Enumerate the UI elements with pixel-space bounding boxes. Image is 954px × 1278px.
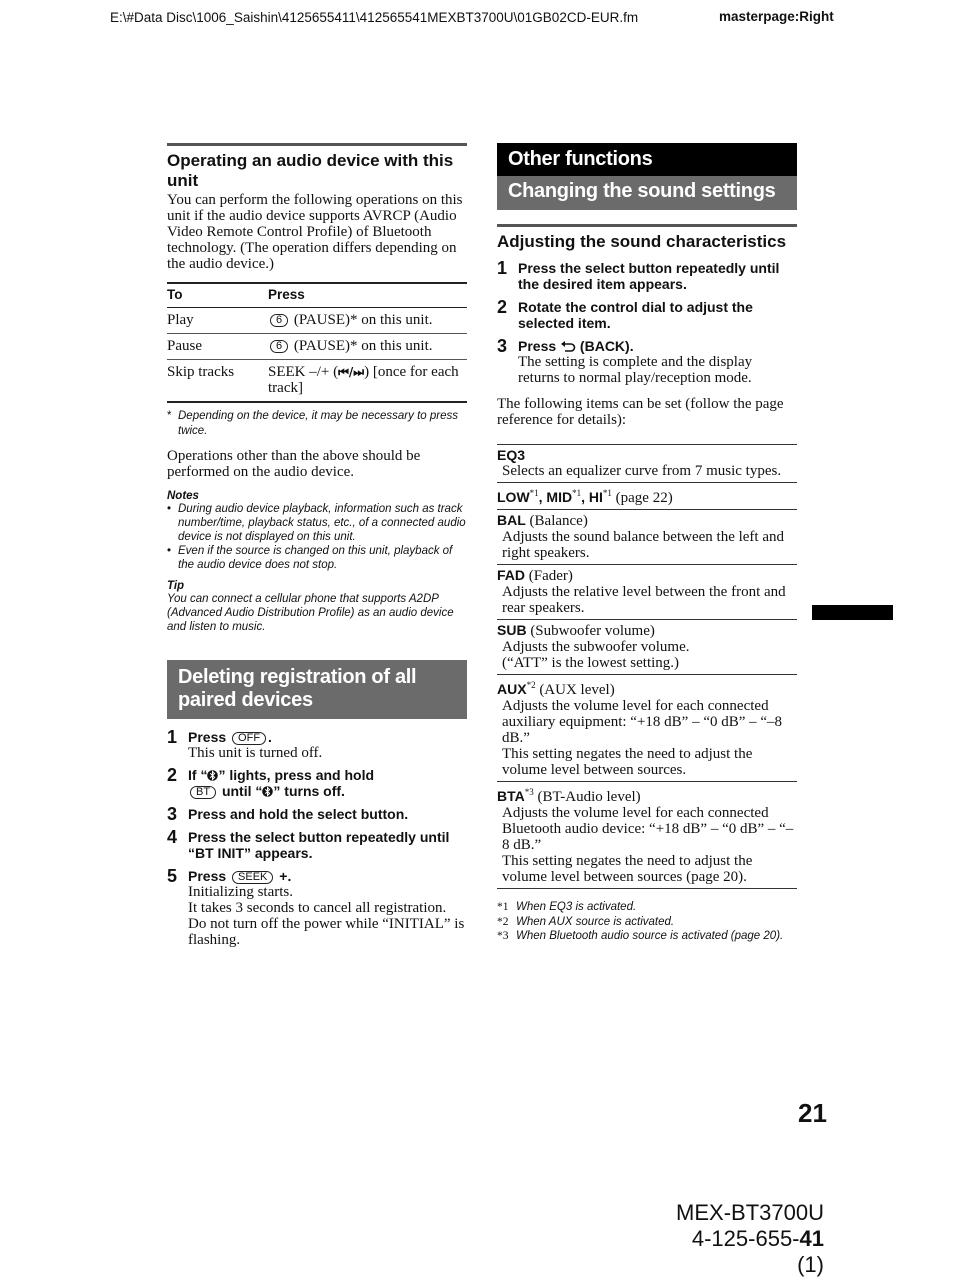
setting-name: AUX bbox=[497, 681, 527, 697]
footnote-mark: * bbox=[167, 410, 172, 422]
column-header-to: To bbox=[167, 283, 268, 308]
table-row bbox=[167, 360, 467, 403]
step-title: Press the select button repeatedly until “BT INIT” appears. bbox=[188, 829, 450, 861]
row-action: Skip tracks bbox=[167, 360, 268, 403]
footnote-text: When EQ3 is activated. bbox=[516, 901, 637, 913]
step-1 bbox=[167, 729, 467, 761]
footnote bbox=[497, 915, 797, 930]
step-title: Press the select button repeatedly until the desired item appears. bbox=[518, 260, 780, 292]
step-number: 2 bbox=[497, 297, 508, 317]
code-prefix: 4-125-655- bbox=[691, 1226, 800, 1251]
step-number: 1 bbox=[497, 258, 508, 278]
setting-name: FAD bbox=[497, 567, 525, 583]
step-text: Press bbox=[518, 338, 561, 354]
step-text: (BACK). bbox=[576, 338, 634, 354]
table-header-row bbox=[167, 283, 467, 308]
page-number: 21 bbox=[798, 1098, 827, 1128]
footnote-ref: *3 bbox=[524, 787, 534, 797]
setting-bal bbox=[497, 509, 797, 564]
adjust-heading: Adjusting the sound characteristics bbox=[497, 232, 787, 251]
setting-name: , MID bbox=[538, 489, 573, 505]
step-text: Press bbox=[188, 729, 231, 745]
setting-description: Selects an equalizer curve from 7 music types. bbox=[502, 463, 782, 479]
adjust-steps bbox=[497, 260, 797, 386]
column-header-press: Press bbox=[268, 283, 467, 308]
model-code bbox=[666, 1226, 824, 1278]
setting-low-mid-hi bbox=[497, 482, 797, 509]
operation-table bbox=[167, 282, 467, 403]
step-body: The setting is complete and the display returns to normal play/reception mode. bbox=[518, 354, 753, 386]
note-item: • Even if the source is changed on this unit, playback of the audio device does not stop. bbox=[167, 544, 467, 572]
table-footnote bbox=[167, 409, 467, 439]
step-number: 3 bbox=[497, 336, 508, 356]
footnote-ref: *1 bbox=[572, 488, 582, 498]
code-bold: 41 bbox=[799, 1226, 824, 1251]
other-operations-text: Operations other than the above should be performed on the audio device. bbox=[167, 448, 421, 480]
step-text: . bbox=[268, 729, 272, 745]
setting-description: Adjusts the subwoofer volume. bbox=[502, 639, 690, 655]
footnote-text: Depending on the device, it may be necessary to press twice. bbox=[178, 410, 458, 437]
press-suffix: ) [once for each track] bbox=[268, 364, 459, 396]
key-6-icon: 6 bbox=[270, 340, 288, 353]
note-item: • During audio device playback, information such as track number/time, playback status, etc., of a connected audio device is not displayed on this unit. bbox=[167, 502, 467, 544]
row-action: Play bbox=[167, 308, 268, 334]
step-number: 1 bbox=[167, 727, 178, 747]
setting-name: BTA bbox=[497, 788, 525, 804]
model-name: MEX-BT3700U bbox=[676, 1200, 824, 1225]
footnote-mark: *2 bbox=[497, 915, 509, 928]
setting-fad bbox=[497, 564, 797, 619]
setting-name: SUB bbox=[497, 622, 527, 638]
bluetooth-icon bbox=[207, 769, 218, 782]
skip-arrows-icon: ⏮/⏭ bbox=[338, 365, 365, 379]
deleting-banner: Deleting registration of all paired devices bbox=[167, 660, 467, 719]
seek-button-icon: SEEK bbox=[232, 871, 273, 884]
right-footnotes bbox=[497, 900, 797, 944]
press-prefix: SEEK –/+ ( bbox=[268, 364, 339, 380]
section-rule bbox=[167, 143, 467, 146]
step-4 bbox=[167, 829, 467, 861]
key-6-icon: 6 bbox=[270, 314, 288, 327]
footnote bbox=[497, 929, 797, 944]
right-column bbox=[497, 143, 797, 944]
setting-label: (Subwoofer volume) bbox=[526, 623, 655, 639]
row-press bbox=[268, 360, 467, 403]
setting-label: (Fader) bbox=[525, 568, 573, 584]
left-column bbox=[167, 143, 467, 948]
setting-description: Adjusts the relative level between the front and rear speakers. bbox=[502, 584, 786, 616]
footnote-ref: *2 bbox=[526, 680, 536, 690]
setting-description: Adjusts the volume level for each connected Bluetooth audio device: “+18 dB” – “0 dB” – “–8 dB.” bbox=[502, 805, 794, 853]
step-text: ” lights, press and hold bbox=[218, 767, 375, 783]
items-intro: The following items can be set (follow the page reference for details): bbox=[497, 396, 784, 428]
setting-description: (“ATT” is the lowest setting.) bbox=[502, 655, 680, 671]
tip-text: You can connect a cellular phone that supports A2DP (Advanced Audio Distribution Profile) as an audio device and listen to music. bbox=[167, 593, 454, 633]
setting-label: (BT-Audio level) bbox=[533, 789, 641, 805]
row-press bbox=[268, 334, 467, 360]
step-text: If “ bbox=[188, 767, 208, 783]
other-functions-banner: Other functions bbox=[497, 143, 797, 176]
step-2 bbox=[497, 299, 797, 331]
step-text: ” turns off. bbox=[273, 783, 345, 799]
setting-label: (AUX level) bbox=[535, 682, 615, 698]
setting-aux bbox=[497, 674, 797, 781]
step-title: Press and hold the select button. bbox=[188, 806, 409, 822]
code-suffix: (1) bbox=[797, 1252, 824, 1277]
step-number: 2 bbox=[167, 765, 178, 785]
footnote-mark: *1 bbox=[497, 901, 509, 913]
step-text: +. bbox=[275, 868, 292, 884]
footnote bbox=[497, 900, 797, 915]
page-reference: (page 22) bbox=[611, 490, 673, 506]
step-3 bbox=[497, 338, 797, 386]
footnote-mark: *3 bbox=[497, 930, 509, 942]
setting-description: This setting negates the need to adjust the volume level between sources (page 20). bbox=[502, 853, 753, 885]
setting-description: Adjusts the sound balance between the left and right speakers. bbox=[502, 529, 784, 561]
row-action: Pause bbox=[167, 334, 268, 360]
press-text: (PAUSE)* on this unit. bbox=[290, 312, 433, 328]
bluetooth-icon bbox=[262, 785, 273, 798]
step-number: 3 bbox=[167, 804, 178, 824]
footnote-ref: *1 bbox=[602, 488, 612, 498]
table-row bbox=[167, 308, 467, 334]
tip-heading: Tip bbox=[167, 580, 185, 592]
notes-list bbox=[167, 502, 467, 572]
bt-button-icon: BT bbox=[190, 786, 216, 799]
setting-description: Adjusts the volume level for each connected auxiliary equipment: “+18 dB” – “0 dB” – “–8 dB.” bbox=[502, 698, 783, 746]
footnote-text: When AUX source is activated. bbox=[516, 915, 675, 928]
file-path: E:\#Data Disc\1006_Saishin\4125655411\412565541MEXBT3700U\01GB02CD-EUR.fm bbox=[110, 10, 639, 25]
back-arrow-icon bbox=[560, 340, 576, 352]
operating-heading: Operating an audio device with this unit bbox=[167, 151, 454, 190]
step-number: 5 bbox=[167, 866, 178, 886]
settings-list bbox=[497, 444, 797, 889]
step-title: Rotate the control dial to adjust the selected item. bbox=[518, 299, 753, 331]
setting-bta bbox=[497, 781, 797, 889]
step-5 bbox=[167, 868, 467, 948]
setting-label: (Balance) bbox=[525, 513, 588, 529]
operating-intro: You can perform the following operations on this unit if the audio device supports AVRCP (Audio Video Remote Control Profile) of Bluetooth technology. (The operation differs depending on the audio device.) bbox=[167, 192, 463, 272]
step-2 bbox=[167, 767, 467, 799]
step-text: until “ bbox=[218, 783, 263, 799]
model-info bbox=[666, 1200, 824, 1278]
setting-name: EQ3 bbox=[497, 447, 526, 463]
step-body: Initializing starts. bbox=[188, 884, 293, 900]
footnote-text: When Bluetooth audio source is activated (page 20). bbox=[516, 930, 784, 942]
masterpage-label: masterpage:Right bbox=[719, 9, 834, 24]
step-number: 4 bbox=[167, 827, 178, 847]
setting-name: BAL bbox=[497, 512, 526, 528]
section-rule bbox=[497, 224, 797, 227]
step-body: It takes 3 seconds to cancel all registration. bbox=[188, 900, 447, 916]
step-text: Press bbox=[188, 868, 231, 884]
table-row bbox=[167, 334, 467, 360]
notes-heading: Notes bbox=[167, 490, 199, 502]
setting-name: LOW bbox=[497, 489, 530, 505]
section-tab-marker bbox=[812, 605, 893, 620]
press-text: (PAUSE)* on this unit. bbox=[290, 338, 433, 354]
sound-settings-banner: Changing the sound settings bbox=[497, 176, 797, 210]
setting-name: , HI bbox=[581, 489, 603, 505]
row-press bbox=[268, 308, 467, 334]
step-body: Do not turn off the power while “INITIAL” is flashing. bbox=[188, 916, 465, 948]
setting-sub bbox=[497, 619, 797, 674]
step-body: This unit is turned off. bbox=[188, 745, 323, 761]
setting-description: This setting negates the need to adjust the volume level between sources. bbox=[502, 746, 753, 778]
footnote-ref: *1 bbox=[529, 488, 539, 498]
off-button-icon: OFF bbox=[232, 732, 266, 745]
deleting-steps bbox=[167, 729, 467, 948]
setting-eq3 bbox=[497, 444, 797, 482]
step-3 bbox=[167, 806, 467, 822]
step-1 bbox=[497, 260, 797, 292]
